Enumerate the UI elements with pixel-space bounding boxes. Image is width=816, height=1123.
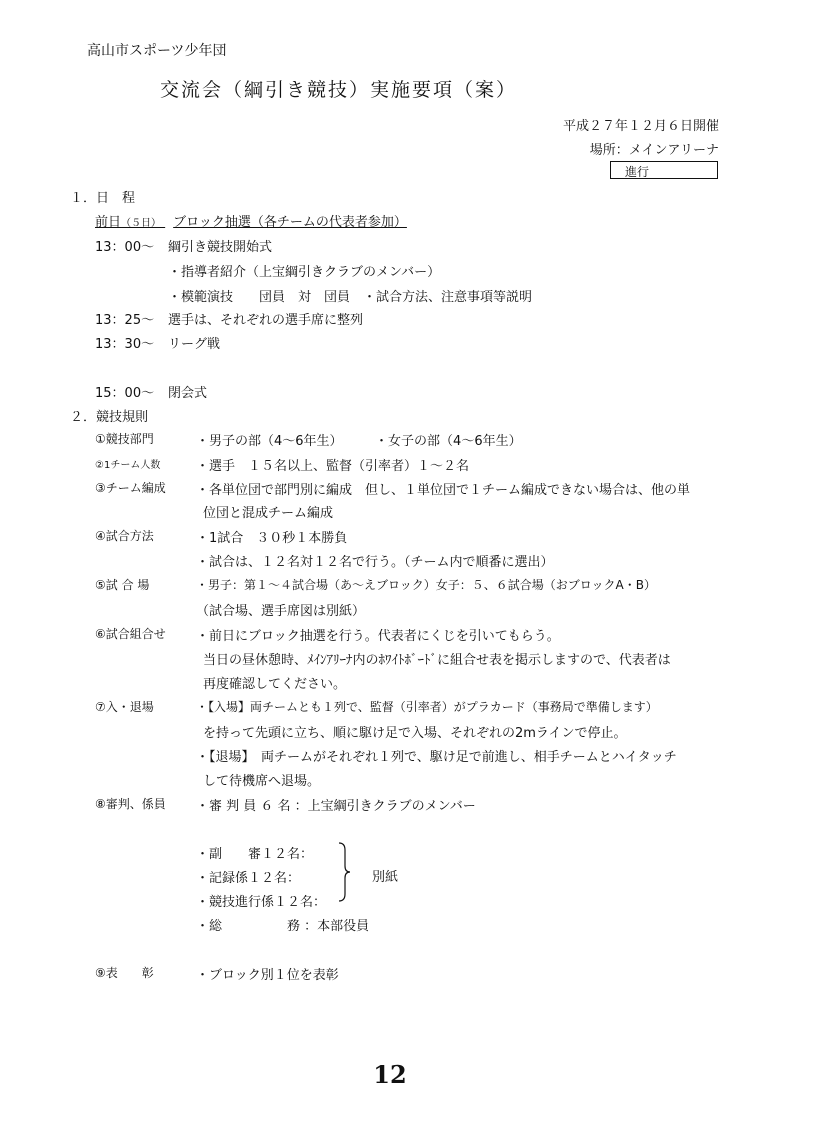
rules-heading: ２．競技規則	[70, 410, 149, 425]
rule-9-text: ・ブロック別１位を表彰	[196, 968, 339, 983]
rule-7-text-2: を持って先頭に立ち、順に駆け足で入場、それぞれの2mラインで停止。	[203, 726, 627, 741]
prev-day-date: （５日）	[121, 218, 162, 229]
right-brace-icon	[337, 842, 351, 902]
time-2-text: 選手は、それぞれの選手席に整列	[168, 313, 364, 328]
document-title: 交流会（綱引き競技）実施要項（案）	[160, 79, 518, 101]
rule-4-text-2: ・試合は、１２名対１２名で行う。（チーム内で順番に選出）	[196, 555, 554, 570]
rule-9-label: ⑨表 彰	[95, 966, 154, 980]
time-4: 15：00～	[95, 386, 155, 401]
rule-5-label: ⑤試 合 場	[95, 578, 150, 592]
rule-6-text-2: 当日の昼休憩時、ﾒｲﾝｱﾘｰﾅ内のﾎﾜｲﾄﾎﾞｰﾄﾞに組合せ表を掲示しますので、代表者は	[203, 653, 671, 668]
rule-7-text-1: ・【入場】両チームとも１列で、監督（引率者）がプラカード（事務局で準備します）	[196, 700, 658, 714]
rule-8-brace-note: 別紙	[372, 870, 399, 885]
rule-5-text-2: （試合場、選手席図は別紙）	[196, 604, 366, 619]
time-4-text: 閉会式	[168, 386, 208, 401]
event-venue: 場所：メインアリーナ	[589, 143, 719, 158]
rule-8-label: ⑧審判、係員	[95, 797, 166, 811]
time-1-sub-1: ・指導者紹介（上宝綱引きクラブのメンバー）	[168, 265, 441, 280]
rule-4-text-1: ・1試合 ３０秒１本勝負	[196, 531, 348, 546]
rule-8-sub-3: ・競技進行係１２名：	[196, 895, 327, 910]
rule-3-text-1: ・各単位団で部門別に編成 但し、１単位団で１チーム編成できない場合は、他の単	[196, 483, 691, 498]
rule-3-label: ③チーム編成	[95, 481, 166, 495]
prev-day-text: ブロック抽選（各チームの代表者参加）	[173, 215, 407, 230]
rule-2-text: ・選手 １５名以上、監督（引率者）１～２名	[196, 459, 470, 474]
progress-box: 進行	[610, 161, 718, 179]
rule-7-text-3: ・【退場】 両チームがそれぞれ１列で、駆け足で前進し、相手チームとハイタッチ	[196, 750, 677, 765]
time-3-text: リーグ戦	[168, 337, 221, 352]
rule-8-sub-2: ・記録係１２名：	[196, 871, 301, 886]
schedule-heading: １．日 程	[70, 191, 136, 206]
rule-6-label: ⑥試合組合せ	[95, 627, 166, 641]
time-2: 13：25～	[95, 313, 155, 328]
prev-day-label: 前日	[95, 215, 122, 230]
rule-4-label: ④試合方法	[95, 529, 154, 543]
time-1-text: 綱引き競技開始式	[168, 240, 273, 255]
rule-8-sub-4: ・総 務 ：本部役員	[196, 919, 370, 934]
time-1: 13：00～	[95, 240, 155, 255]
rule-1-text: ・男子の部（4～6年生） ・女子の部（4～6年生）	[196, 434, 522, 449]
rule-3-text-2: 位団と混成チーム編成	[203, 506, 334, 521]
rule-2-label: ②1チーム人数	[95, 460, 161, 471]
rule-1-label: ①競技部門	[95, 432, 154, 446]
rule-8-sub-1: ・副 審１２名：	[196, 847, 314, 862]
time-1-sub-2: ・模範演技 団員 対 団員 ・試合方法、注意事項等説明	[168, 290, 533, 305]
event-date: 平成２７年１２月６日開催	[562, 119, 719, 134]
rule-6-text-3: 再度確認してください。	[203, 677, 347, 692]
rule-6-text-1: ・前日にブロック抽選を行う。代表者にくじを引いてもらう。	[196, 629, 560, 644]
rule-8-text-1: ・審 判 員 ６ 名 ：上宝綱引きクラブのメンバー	[196, 799, 476, 814]
rule-7-label: ⑦入・退場	[95, 700, 154, 714]
organization-name: 高山市スポーツ少年団	[87, 43, 227, 59]
prev-day-line	[95, 211, 407, 230]
rule-7-text-4: して待機席へ退場。	[203, 774, 321, 789]
page-number: 12	[373, 1060, 407, 1089]
rule-5-text-1: ・男子：第１～４試合場（あ～えブロック）女子：５、６試合場（おブロックA・B）	[196, 578, 656, 592]
time-3: 13：30～	[95, 337, 155, 352]
